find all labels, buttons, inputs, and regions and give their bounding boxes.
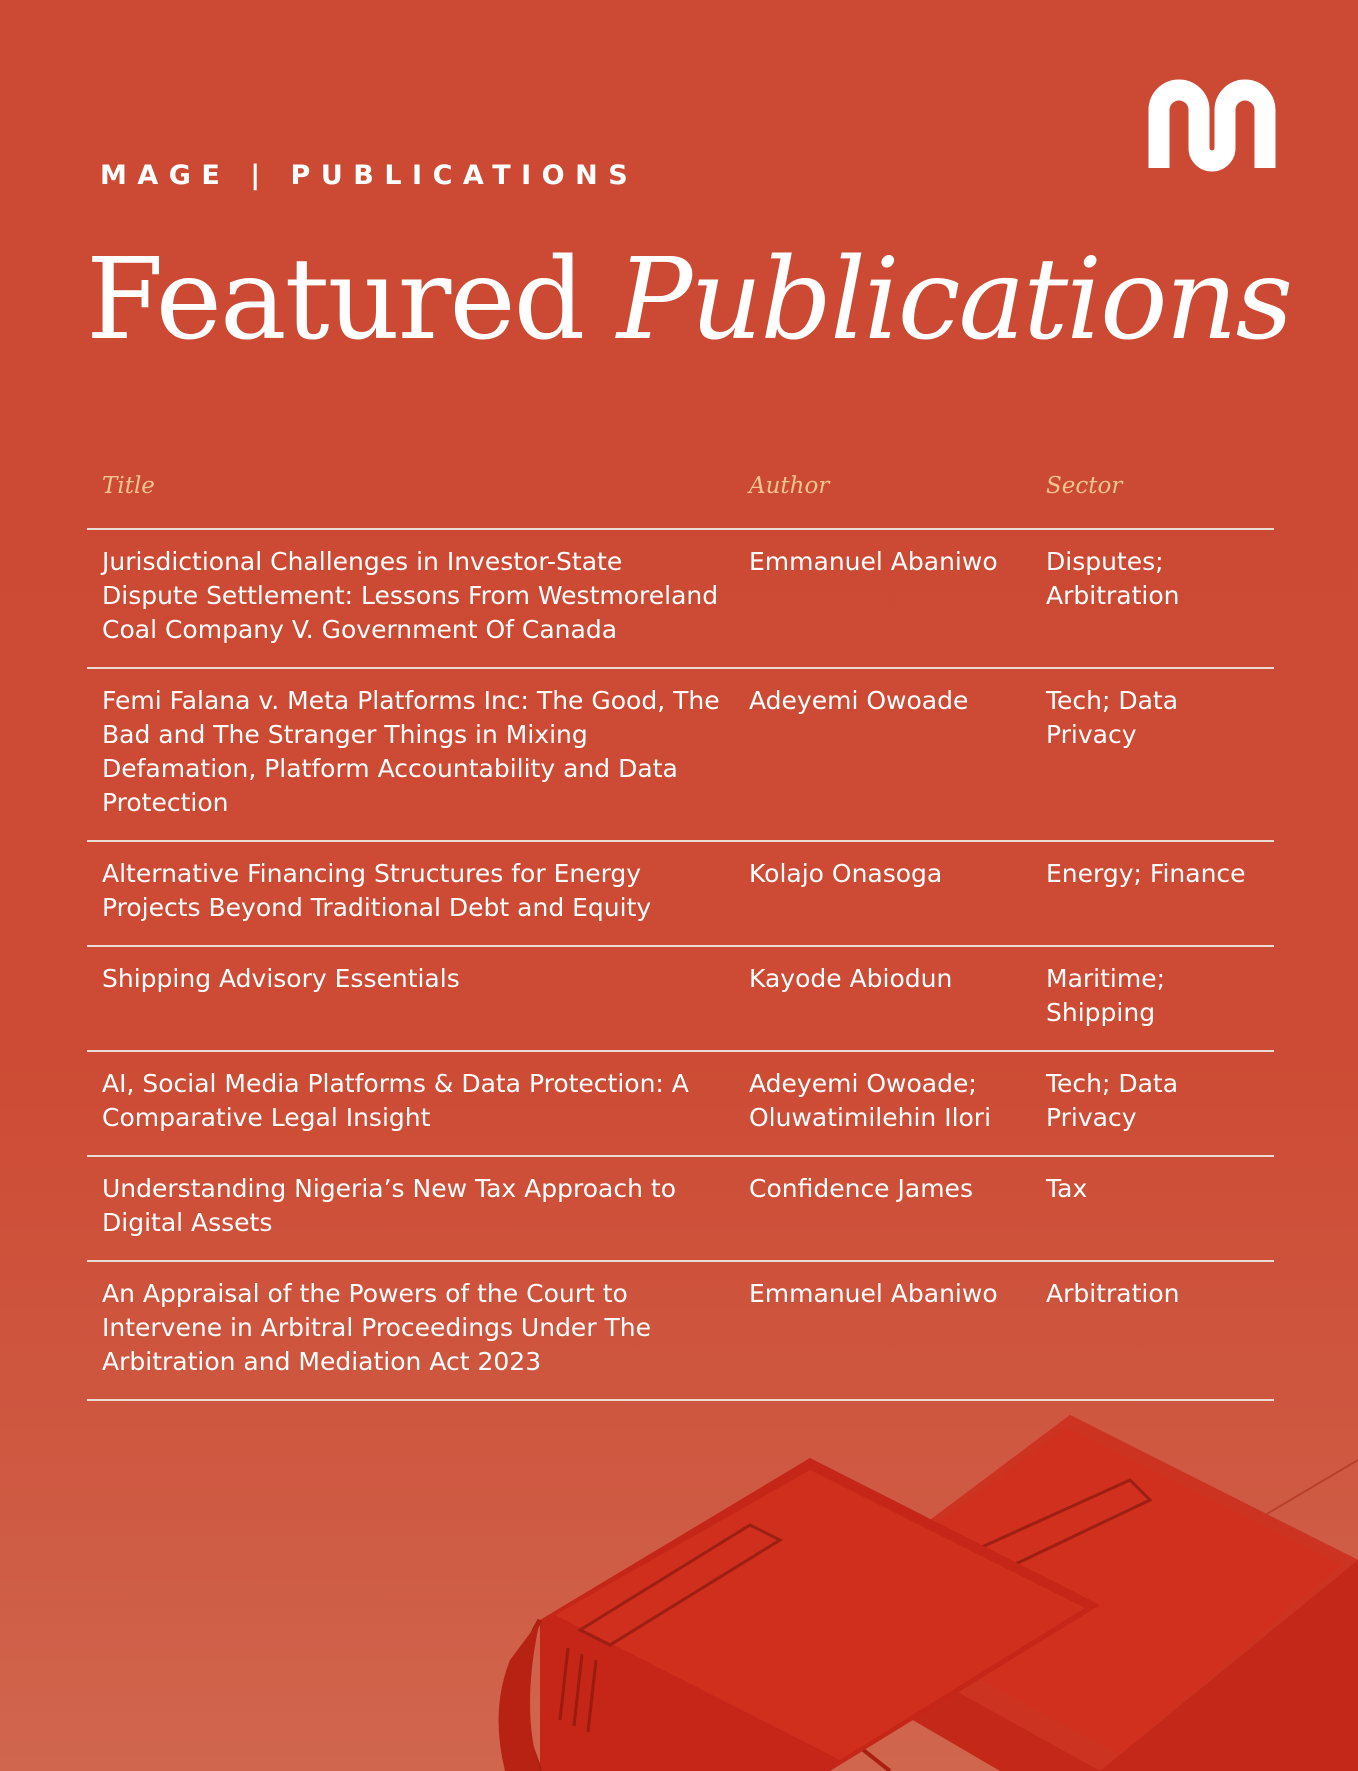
title-plain: Featured — [86, 235, 584, 365]
title-italic: Publications — [616, 235, 1292, 365]
column-header-sector: Sector — [1031, 448, 1274, 529]
table-row — [87, 841, 1274, 946]
table-row — [87, 1156, 1274, 1261]
table-row — [87, 1051, 1274, 1156]
publication-author: Kayode Abiodun — [734, 946, 1031, 1051]
publication-sector: Maritime; Shipping — [1031, 946, 1274, 1051]
column-header-title: Title — [87, 448, 734, 529]
publication-author: Adeyemi Owoade; Oluwatimilehin Ilori — [734, 1051, 1031, 1156]
publication-sector: Disputes; Arbitration — [1031, 529, 1274, 668]
publication-sector: Tech; Data Privacy — [1031, 668, 1274, 841]
mage-logo-icon — [1148, 78, 1276, 180]
publication-author: Kolajo Onasoga — [734, 841, 1031, 946]
brand-label: MAGE | PUBLICATIONS — [100, 160, 639, 191]
publications-table — [87, 448, 1274, 1401]
publication-sector: Energy; Finance — [1031, 841, 1274, 946]
publication-title: An Appraisal of the Powers of the Court to Intervene in Arbitral Proceedings Under The Arbitration and Mediation Act 2023 — [87, 1261, 734, 1400]
publication-title: AI, Social Media Platforms & Data Protection: A Comparative Legal Insight — [87, 1051, 734, 1156]
publication-author: Adeyemi Owoade — [734, 668, 1031, 841]
table-row — [87, 529, 1274, 668]
table-header-row — [87, 448, 1274, 529]
publication-title: Alternative Financing Structures for Energy Projects Beyond Traditional Debt and Equity — [87, 841, 734, 946]
publication-title: Jurisdictional Challenges in Investor-State Dispute Settlement: Lessons From Westmoreland Coal Company V. Government Of Canada — [87, 529, 734, 668]
table-row — [87, 668, 1274, 841]
publication-title: Understanding Nigeria’s New Tax Approach to Digital Assets — [87, 1156, 734, 1261]
publication-title: Shipping Advisory Essentials — [87, 946, 734, 1051]
books-illustration — [480, 1400, 1358, 1771]
table-row — [87, 946, 1274, 1051]
publication-title: Femi Falana v. Meta Platforms Inc: The Good, The Bad and The Stranger Things in Mixing Defamation, Platform Accountability and Data Protection — [87, 668, 734, 841]
publication-author: Confidence James — [734, 1156, 1031, 1261]
table-row — [87, 1261, 1274, 1400]
publication-author: Emmanuel Abaniwo — [734, 1261, 1031, 1400]
page-title — [86, 230, 1291, 370]
publication-sector: Tech; Data Privacy — [1031, 1051, 1274, 1156]
publication-sector: Tax — [1031, 1156, 1274, 1261]
column-header-author: Author — [734, 448, 1031, 529]
publication-sector: Arbitration — [1031, 1261, 1274, 1400]
decor-line — [1260, 1460, 1358, 1518]
publication-author: Emmanuel Abaniwo — [734, 529, 1031, 668]
